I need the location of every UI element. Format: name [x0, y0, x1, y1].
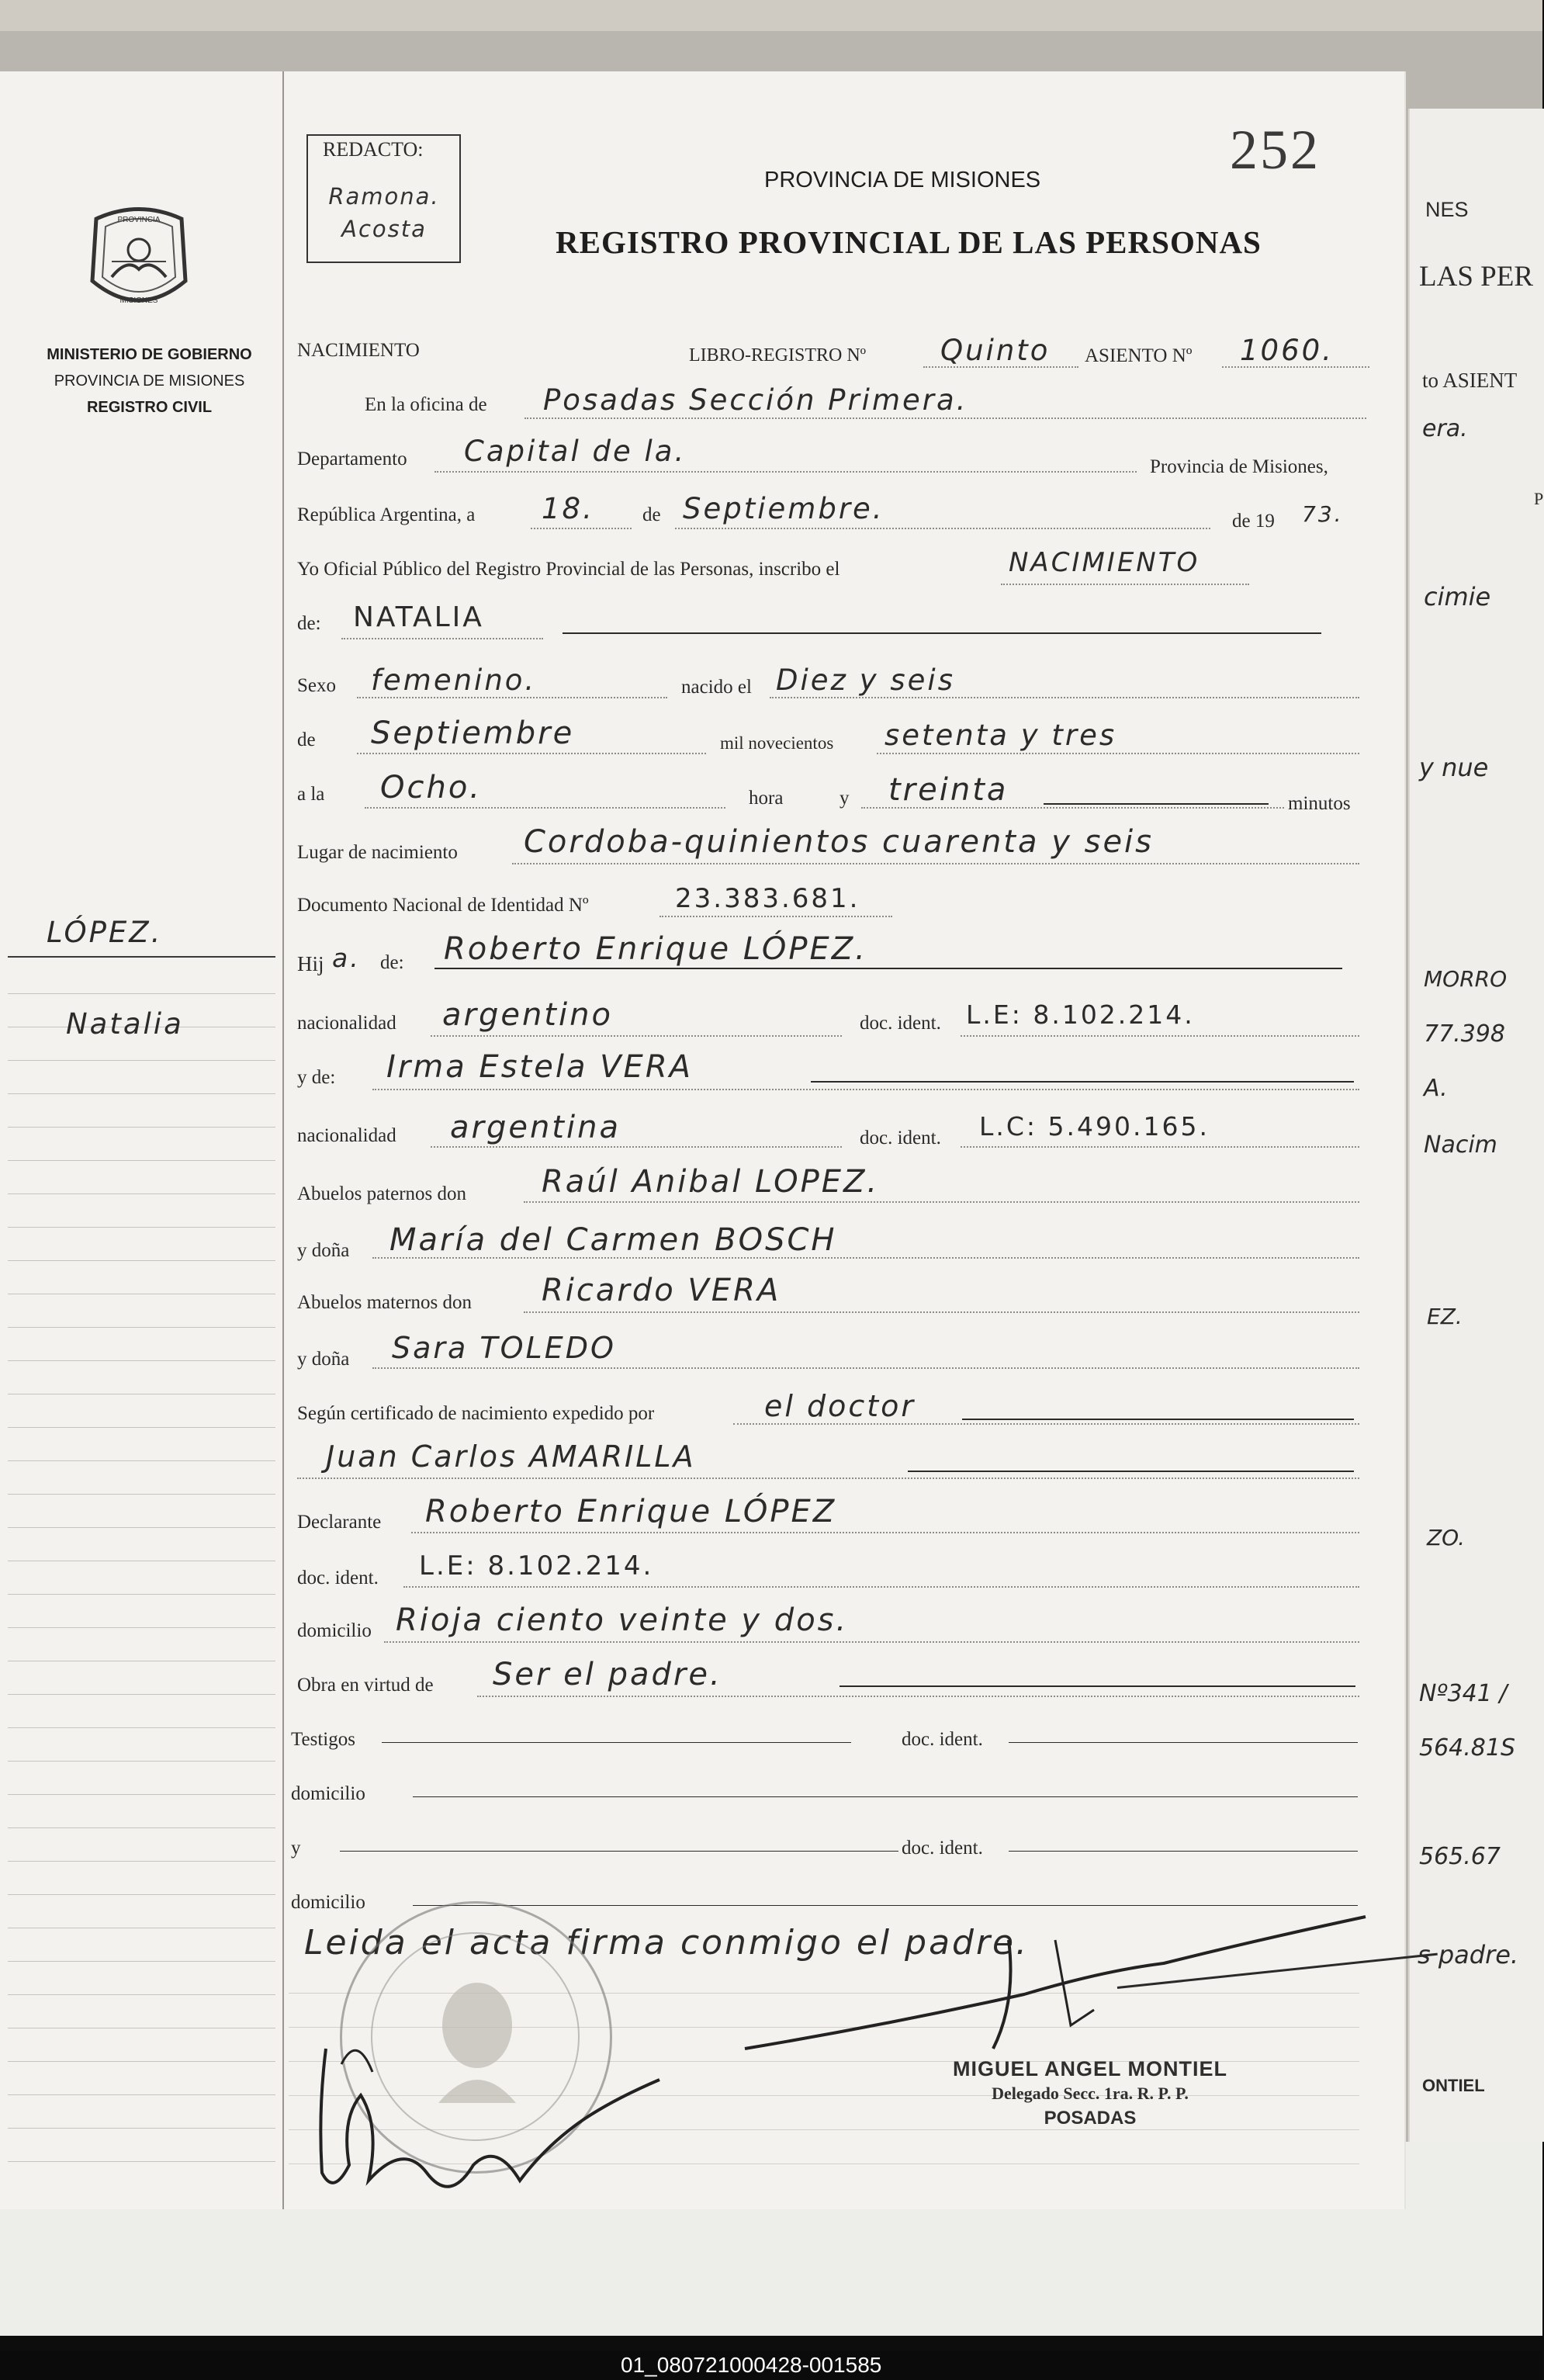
- ala-label: a la: [297, 784, 325, 805]
- cierre-text: Leida el acta firma conmigo el padre.: [304, 1923, 1030, 1963]
- oficina-value: Posadas Sección Primera.: [543, 383, 968, 417]
- declarante-value: Roberto Enrique LÓPEZ: [425, 1494, 837, 1530]
- next-page-text: to ASIENT: [1422, 369, 1518, 392]
- next-page: [1408, 109, 1544, 2142]
- inscribe-value: NACIMIENTO: [1009, 547, 1200, 578]
- certificado-medico-value: Juan Carlos AMARILLA: [326, 1439, 696, 1474]
- madre-nacionalidad-value: argentina: [450, 1110, 621, 1145]
- next-page-text: y nue: [1419, 753, 1489, 782]
- minutos-label: minutos: [1288, 793, 1351, 814]
- stamp-name: MIGUEL ANGEL MONTIEL: [952, 2057, 1227, 2080]
- y-label: y: [840, 788, 850, 809]
- crest-text-bottom: MISIONES: [119, 296, 158, 305]
- de-label: de: [642, 504, 661, 525]
- next-page-text: P: [1534, 489, 1544, 508]
- ministry-line-2: PROVINCIA DE MISIONES: [54, 372, 245, 390]
- asiento-label: ASIENTO Nº: [1085, 345, 1193, 366]
- ydona-label-2: y doña: [297, 1349, 350, 1370]
- next-page-text: cimie: [1424, 582, 1491, 611]
- republica-label: República Argentina, a: [297, 504, 476, 525]
- padre-nacionalidad-value: argentino: [442, 997, 613, 1033]
- redacto-label: REDACTO:: [323, 138, 424, 161]
- next-page-text: ZO.: [1427, 1525, 1465, 1550]
- de-label-3: de: [297, 729, 316, 750]
- ministry-line-1: MINISTERIO DE GOBIERNO: [47, 346, 252, 363]
- sexo-label: Sexo: [297, 675, 336, 696]
- mil-label: mil novecientos: [720, 733, 834, 753]
- padre-doc-label: doc. ident.: [860, 1013, 941, 1034]
- abuelo-paterno-value: Raúl Anibal LOPEZ.: [542, 1164, 880, 1200]
- madre-doc-value: L.C: 5.490.165.: [979, 1111, 1210, 1141]
- next-page-text: 77.398: [1424, 1020, 1505, 1048]
- margin-surname: LÓPEZ.: [47, 916, 163, 949]
- testigo2-doc-label: doc. ident.: [902, 1838, 983, 1859]
- abuelos-paternos-label: Abuelos paternos don: [297, 1183, 467, 1204]
- handwritten-signature: [295, 1987, 683, 2212]
- madre-nacionalidad-label: nacionalidad: [297, 1125, 396, 1146]
- obra-label: Obra en virtud de: [297, 1675, 434, 1696]
- madre-value: Irma Estela VERA: [386, 1049, 693, 1085]
- mes-value: Septiembre.: [683, 492, 885, 525]
- next-page-text: s padre.: [1418, 1940, 1519, 1969]
- padre-nacionalidad-label: nacionalidad: [297, 1013, 396, 1034]
- next-page-text: 565.67: [1419, 1843, 1501, 1870]
- testigos-domicilio-label: domicilio: [291, 1783, 365, 1804]
- margin-given-name: Natalia: [66, 1007, 184, 1041]
- next-page-text: 564.81S: [1419, 1734, 1516, 1762]
- next-page-text: NES: [1425, 198, 1469, 221]
- abuela-paterna-value: María del Carmen BOSCH: [389, 1222, 837, 1258]
- obra-value: Ser el padre.: [493, 1657, 722, 1692]
- crest-text-top: PROVINCIA: [117, 216, 161, 224]
- de-label-4: de:: [380, 952, 404, 973]
- image-serial: 01_080721000428-001585: [621, 2353, 882, 2377]
- dni-value: 23.383.681.: [675, 883, 860, 914]
- madre-doc-label: doc. ident.: [860, 1128, 941, 1148]
- registry-heading: REGISTRO PROVINCIAL DE LAS PERSONAS: [556, 224, 1262, 260]
- domicilio-value: Rioja ciento veinte y dos.: [396, 1602, 849, 1638]
- declarante-doc-value: L.E: 8.102.214.: [419, 1550, 654, 1581]
- next-page-text: LAS PER: [1419, 261, 1534, 293]
- provincial-crest-icon: [81, 203, 197, 316]
- certificado-por-value: el doctor: [764, 1389, 916, 1423]
- hija-suffix: a.: [332, 943, 361, 973]
- hora-label: hora: [749, 788, 784, 809]
- declarante-doc-label: doc. ident.: [297, 1568, 379, 1588]
- anio-prefix: de 19: [1232, 511, 1275, 532]
- abuelos-maternos-label: Abuelos maternos don: [297, 1292, 472, 1313]
- next-page-text: A.: [1424, 1075, 1448, 1102]
- nacido-dia-value: Diez y seis: [776, 663, 955, 697]
- minutos-value: treinta: [888, 772, 1009, 808]
- libro-value: Quinto: [940, 334, 1051, 367]
- dni-label: Documento Nacional de Identidad Nº: [297, 895, 589, 916]
- redacto-name: Ramona. Acosta: [328, 183, 440, 242]
- hija-label: Hij: [297, 952, 324, 975]
- lugar-value: Cordoba-quinientos cuarenta y seis: [524, 824, 1154, 860]
- testigo2-domicilio-label: domicilio: [291, 1892, 365, 1913]
- hora-value: Ocho.: [380, 770, 483, 805]
- de-colon-label: de:: [297, 613, 321, 634]
- testigos-doc-label: doc. ident.: [902, 1729, 983, 1750]
- next-page-text: MORRO: [1424, 966, 1508, 992]
- domicilio-label: domicilio: [297, 1620, 372, 1641]
- testigos-label: Testigos: [291, 1729, 355, 1750]
- stamp-place: POSADAS: [1044, 2108, 1137, 2129]
- act-type-label: NACIMIENTO: [297, 340, 420, 361]
- asiento-value: 1060.: [1240, 334, 1334, 367]
- ministry-heading: [16, 341, 283, 421]
- oficial-text: Yo Oficial Público del Registro Provincial de las Personas, inscribo el: [297, 559, 840, 580]
- stamp-role: Delegado Secc. 1ra. R. P. P.: [992, 2084, 1189, 2103]
- official-signature: [729, 1909, 1381, 2064]
- nacido-anio-value: setenta y tres: [885, 719, 1117, 752]
- declarante-label: Declarante: [297, 1512, 382, 1533]
- testigo-y-label: y: [291, 1838, 301, 1859]
- next-page-text: Nº341 /: [1419, 1680, 1508, 1707]
- nacido-mes-value: Septiembre: [371, 715, 575, 751]
- certificado-label: Según certificado de nacimiento expedido por: [297, 1403, 655, 1424]
- nombre-value: NATALIA: [353, 601, 484, 633]
- next-page-text: era.: [1422, 415, 1468, 442]
- departamento-label: Departamento: [297, 449, 407, 469]
- abuelo-materno-value: Ricardo VERA: [542, 1273, 781, 1308]
- page-number: 252: [1230, 119, 1321, 181]
- province-heading: PROVINCIA DE MISIONES: [764, 168, 1041, 192]
- nacido-label: nacido el: [681, 677, 752, 698]
- ydona-label: y doña: [297, 1240, 350, 1261]
- next-page-text: EZ.: [1427, 1304, 1463, 1329]
- padre-value: Roberto Enrique LÓPEZ.: [444, 931, 867, 967]
- provincia-label: Provincia de Misiones,: [1150, 456, 1328, 477]
- y-de-label: y de:: [297, 1067, 336, 1088]
- next-page-text: ONTIEL: [1422, 2076, 1485, 2095]
- departamento-value: Capital de la.: [464, 435, 687, 468]
- sexo-value: femenino.: [371, 663, 537, 697]
- anio-value: 73.: [1302, 501, 1344, 527]
- libro-label: LIBRO-REGISTRO Nº: [689, 345, 867, 365]
- oficina-label: En la oficina de: [365, 394, 487, 415]
- abuela-materna-value: Sara TOLEDO: [392, 1331, 616, 1365]
- dia-value: 18.: [542, 492, 594, 525]
- padre-doc-value: L.E: 8.102.214.: [966, 999, 1195, 1030]
- official-stamp: [916, 2056, 1265, 2131]
- lugar-label: Lugar de nacimiento: [297, 842, 458, 863]
- ministry-line-3: REGISTRO CIVIL: [86, 399, 213, 416]
- next-page-text: Nacim: [1424, 1131, 1497, 1159]
